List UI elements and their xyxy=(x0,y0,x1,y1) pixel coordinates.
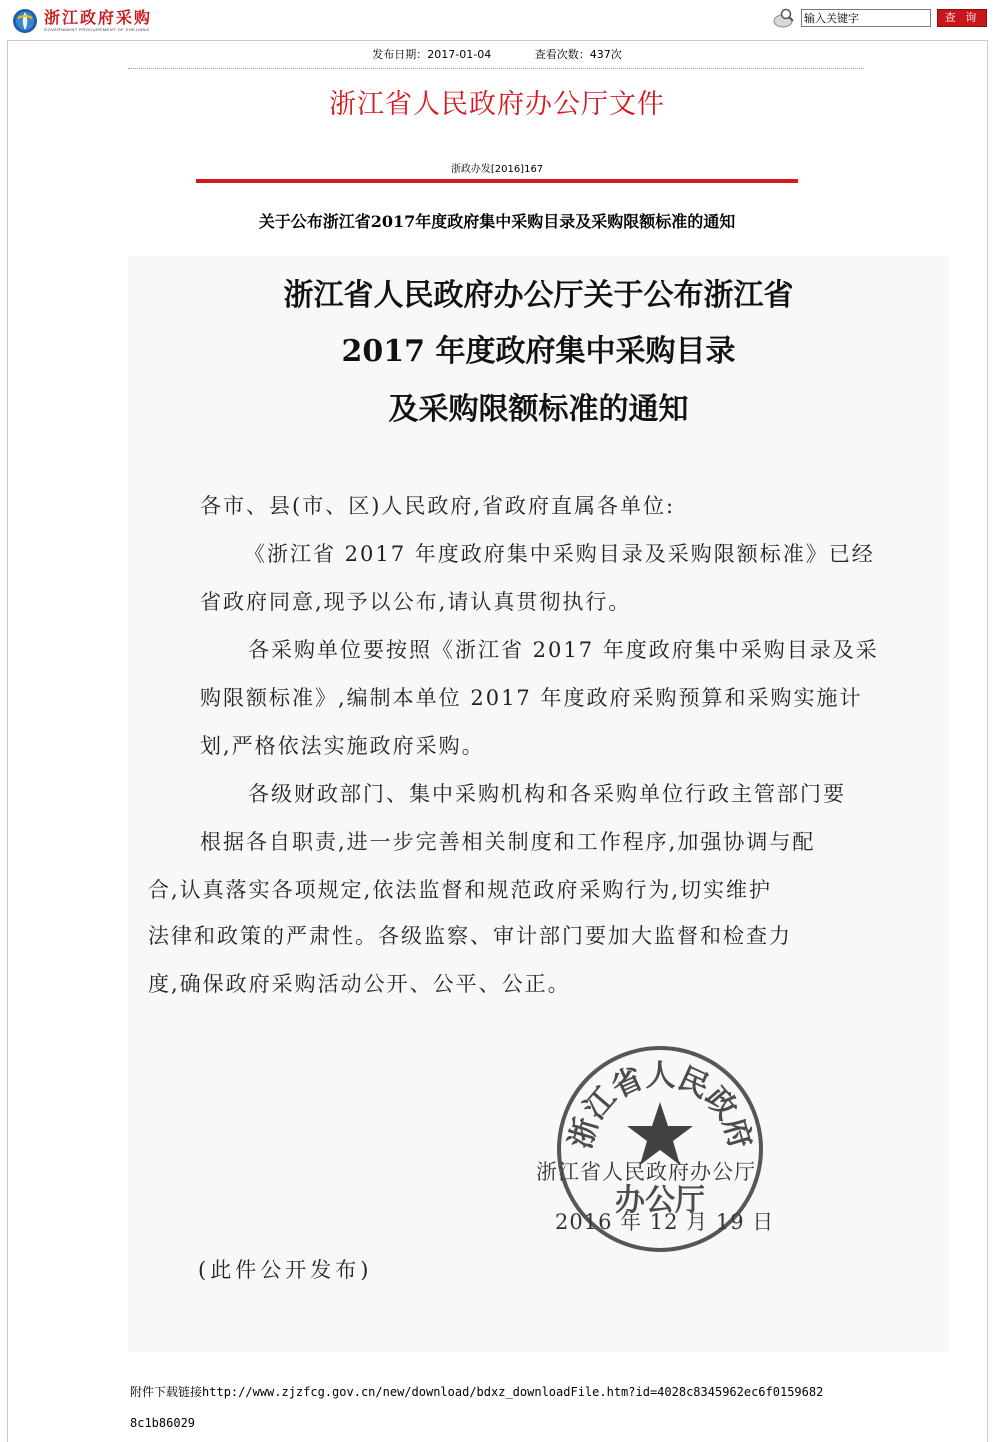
notice-text-line: 合,认真落实各项规定,依法监督和规范政府采购行为,切实维护 xyxy=(148,878,773,902)
notice-title-line: 2017 年度政府集中采购目录 xyxy=(341,334,736,369)
publish-note: (此件公开发布) xyxy=(198,1258,373,1282)
notice-text-line: 《浙江省 2017 年度政府集中采购目录及采购限额标准》已经 xyxy=(244,542,875,566)
signature-org: 浙江省人民政府办公厅 xyxy=(536,1160,756,1184)
search-button[interactable]: 查 询 xyxy=(937,9,987,27)
publish-date: 发布日期：2017-01-04 xyxy=(372,48,492,61)
document-number: 浙政办发[2016]167 xyxy=(450,164,544,175)
notice-text-line: 各级财政部门、集中采购机构和各采购单位行政主管部门要 xyxy=(248,782,846,806)
notice-text-line: 各采购单位要按照《浙江省 2017 年度政府集中采购目录及采 xyxy=(248,638,879,662)
notice-text-line: 省政府同意,现予以公布,请认真贯彻执行。 xyxy=(200,590,632,614)
site-logo[interactable] xyxy=(12,6,152,36)
notice-text-line: 度,确保政府采购活动公开、公平、公正。 xyxy=(148,972,571,996)
document-title: 关于公布浙江省2017年度政府集中采购目录及采购限额标准的通知 xyxy=(258,212,736,231)
site-header xyxy=(0,0,994,40)
search-bar xyxy=(773,7,987,29)
view-count: 查看次数：437次 xyxy=(534,48,622,61)
attachment-section xyxy=(130,1377,830,1439)
notice-text-line: 划,严格依法实施政府采购。 xyxy=(200,734,485,758)
search-magnifier-icon xyxy=(773,7,797,29)
notice-text-line: 法律和政策的严肃性。各级监察、审计部门要加大监督和检查力 xyxy=(148,924,792,948)
svg-text:浙江省人民政府: 浙江省人民政府 xyxy=(563,1058,758,1153)
official-seal-stamp xyxy=(553,1042,768,1257)
dotted-divider xyxy=(128,68,864,69)
signature-date: 2016 年 12 月 19 日 xyxy=(555,1210,775,1234)
attachment-label: 附件下载链接 xyxy=(130,1385,203,1399)
logo-subtext: GOVERNMENT PROCUREMENT OF ZHEJIANG xyxy=(44,27,150,32)
scanned-notice-image xyxy=(128,256,949,1352)
logo-globe-icon xyxy=(12,8,38,34)
red-divider xyxy=(196,179,798,183)
logo-text: 浙江政府采购 xyxy=(44,8,153,27)
notice-title-line: 及采购限额标准的通知 xyxy=(388,392,689,427)
search-input[interactable] xyxy=(801,9,931,27)
notice-title-line: 浙江省人民政府办公厅关于公布浙江省 xyxy=(283,278,794,313)
notice-text-line: 根据各自职责,进一步完善相关制度和工作程序,加强协调与配 xyxy=(200,830,816,854)
notice-text-line: 购限额标准》,编制本单位 2017 年度政府采购预算和采购实施计 xyxy=(200,686,863,710)
notice-text-line: 各市、县(市、区)人民政府,省政府直属各单位: xyxy=(200,494,676,518)
attachment-download-link[interactable]: http://www.zjzfcg.gov.cn/new/download/bdxz_downloadFile.htm?id=4028c8345962ec6f01596828c1b86029 xyxy=(130,1385,824,1430)
article-meta xyxy=(0,46,994,62)
svg-text:办公厅: 办公厅 xyxy=(615,1183,705,1218)
document-head: 浙江省人民政府办公厅文件 xyxy=(329,89,665,120)
